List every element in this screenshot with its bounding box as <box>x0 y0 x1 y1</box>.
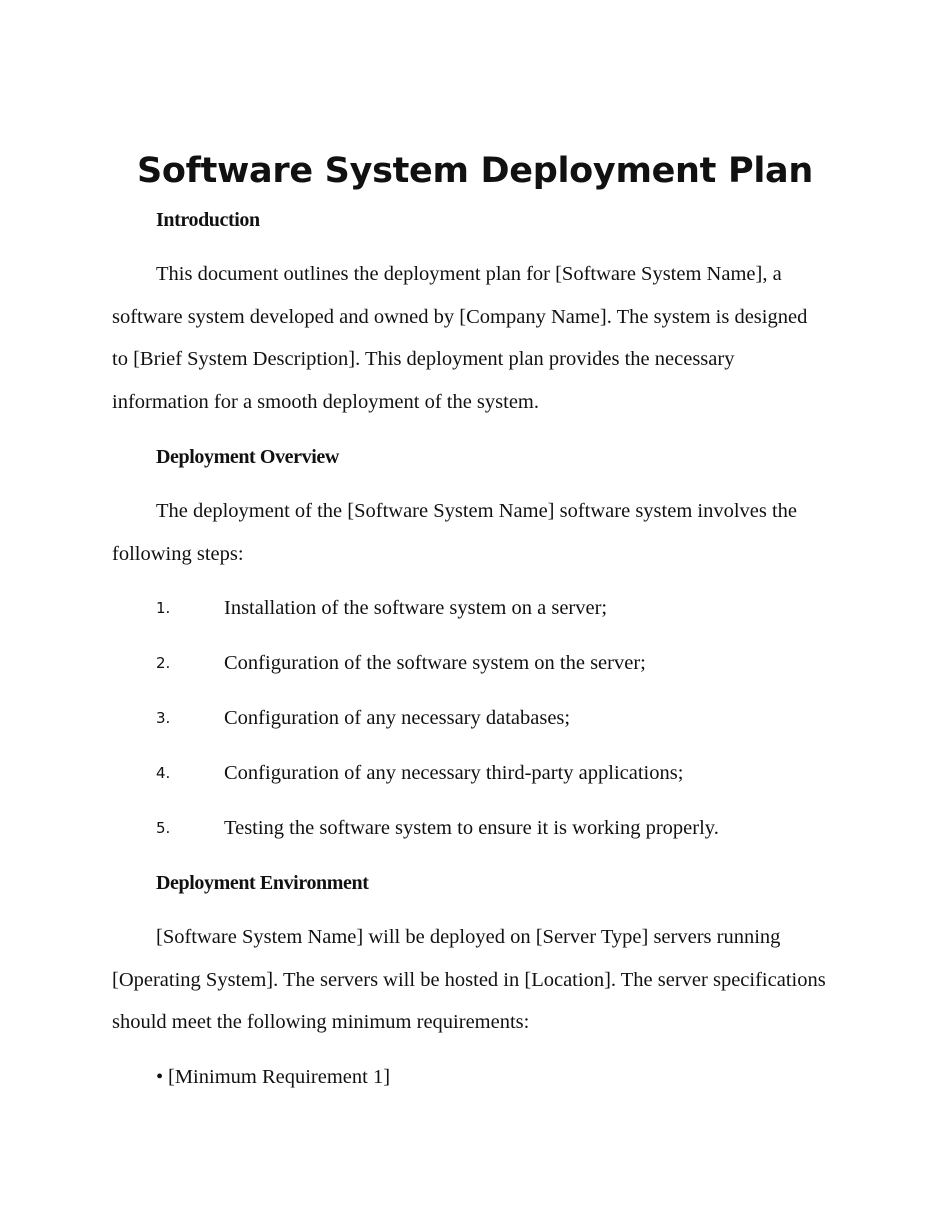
paragraph-line: [Operating System]. The servers will be hosted in [Location]. The server specifications <box>112 968 826 991</box>
document-title: Software System Deployment Plan <box>137 151 813 191</box>
list-item-number: 3. <box>156 709 171 727</box>
overview-paragraph <box>112 490 852 575</box>
paragraph-line: [Software System Name] will be deployed on [Server Type] servers running <box>156 926 781 948</box>
bullet-list-item <box>156 1062 390 1092</box>
list-item-text: Installation of the software system on a server; <box>224 597 608 619</box>
section-heading-deployment-overview: Deployment Overview <box>156 446 339 468</box>
paragraph-line: information for a smooth deployment of the system. <box>112 390 540 413</box>
list-item-number: 4. <box>156 764 171 782</box>
section-heading-introduction: Introduction <box>156 209 260 231</box>
list-item-text: Testing the software system to ensure it is working properly. <box>224 817 719 839</box>
list-item-text: Configuration of any necessary databases; <box>224 707 571 729</box>
paragraph-line: should meet the following minimum requirements: <box>112 1011 530 1033</box>
paragraph-line: This document outlines the deployment plan for [Software System Name], a <box>156 263 782 285</box>
paragraph-line: The deployment of the [Software System Name] software system involves the <box>156 500 798 522</box>
section-heading-deployment-environment: Deployment Environment <box>156 872 369 894</box>
environment-paragraph <box>112 916 852 1044</box>
list-item-number: 5. <box>156 819 171 837</box>
list-item-number: 2. <box>156 654 171 672</box>
paragraph-line: software system developed and owned by [Company Name]. The system is designed <box>112 305 808 328</box>
list-item-text: Configuration of any necessary third-party applications; <box>224 762 684 784</box>
bullet-list-item-text: [Minimum Requirement 1] <box>168 1066 391 1088</box>
list-item-number: 1. <box>156 599 171 617</box>
introduction-paragraph <box>112 253 852 423</box>
paragraph-line: following steps: <box>112 542 244 565</box>
list-item-text: Configuration of the software system on the server; <box>224 652 646 674</box>
bullet-icon: • <box>156 1066 164 1088</box>
paragraph-line: to [Brief System Description]. This deployment plan provides the necessary <box>112 348 735 370</box>
